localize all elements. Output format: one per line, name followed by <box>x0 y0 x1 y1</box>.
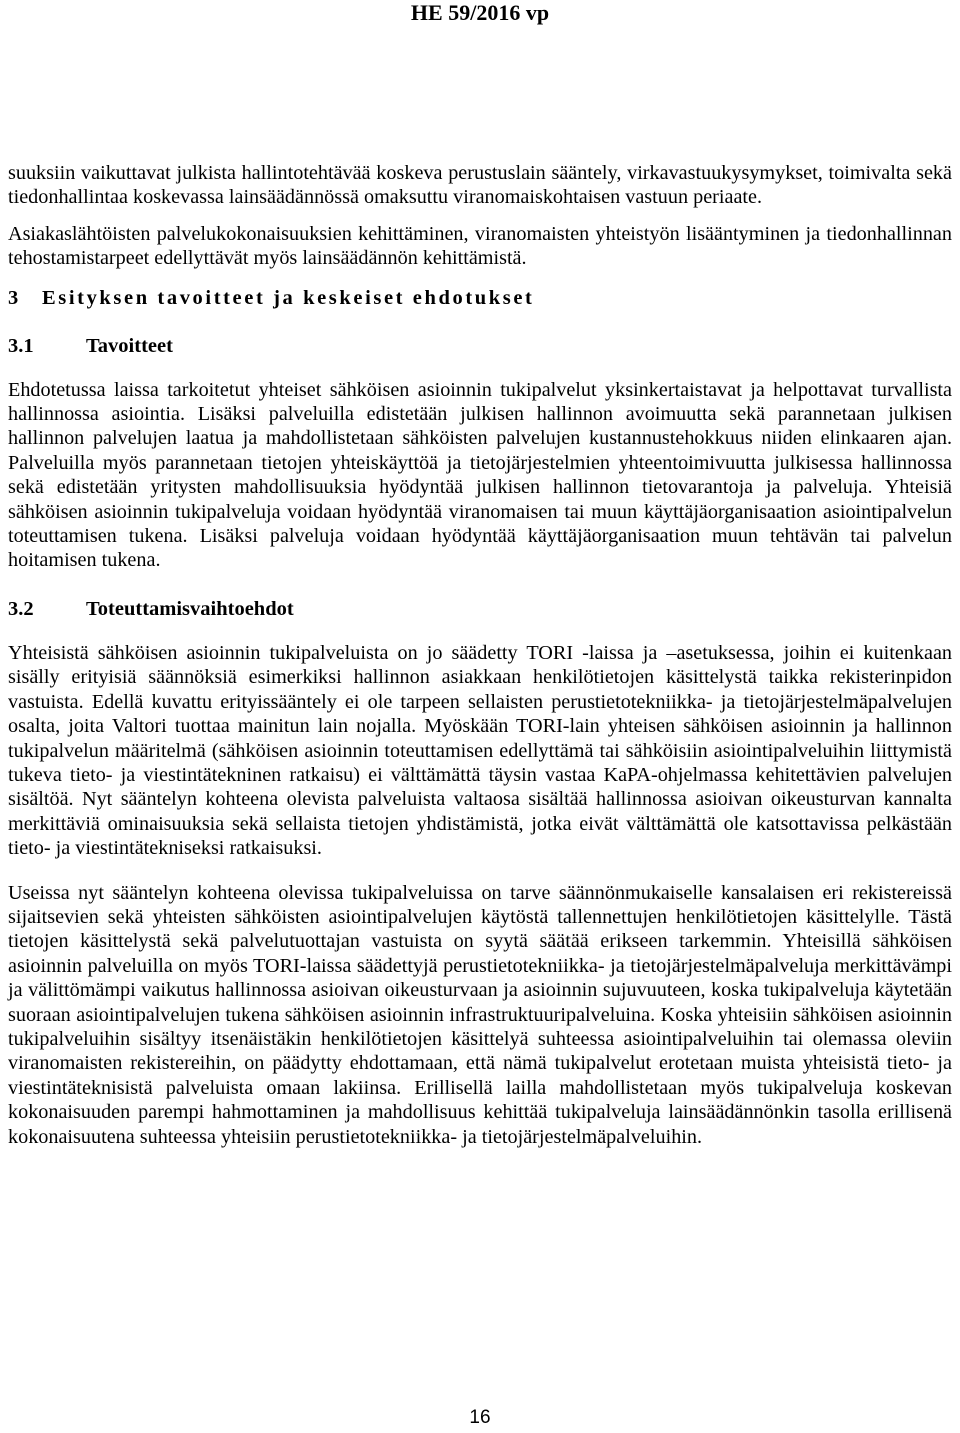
section-title: Tavoitteet <box>86 334 173 357</box>
section-number: 3.2 <box>8 597 34 620</box>
document-body <box>8 161 952 1149</box>
body-paragraph: Useissa nyt sääntelyn kohteena olevissa tukipalveluissa on tarve säännönmukaiselle kansalaisen eri rekistereissä sijaitsevien sekä yhteisten sähköisten asiointipalvelujen käytöstä tallennettujen henkilötietojen käsittelylle. Tästä tietojen käsittelystä sekä palvelutuottajan vastuista on syytä säätää erikseen tarkemmin. Yhteisillä sähköisen asioinnin palveluilla on myös TORI-laissa säädettyjä perustietotekniikka- ja tietojärjestelmäpalveluja merkittävämpi ja välittömämpi vaikutus hallinnossa asioivan oikeusturvaan ja asioinnin sujuvuuteen, koska tukipalveluja käytetään suoraan asiointipalvelujen tukena sähköisen asioinnin infrastruktuuripalveluina. Koska yhteisiin sähköisen asioinnin tukipalveluihin sisältyy itsenäistäkin henkilötietojen käsittelyä suhteessa asiointipalveluihin tai olemassa oleviin viranomaisten rekistereihin, on päädytty ehdottamaan, että nämä tukipalvelut erotetaan muista yhteisistä tieto- ja viestintäteknisistä palveluista omaan lakiinsa. Erillisellä lailla mahdollistetaan myös tukipalveluja koskevan kokonaisuuden parempi hahmottaminen ja mahdollisuus kehittää tukipalveluja lainsäädännönkin tasolla erillisenä kokonaisuutena suhteessa yhteisiin perustietotekniikka- ja tietojärjestelmäpalveluihin. <box>8 881 952 1148</box>
body-paragraph: Yhteisistä sähköisen asioinnin tukipalveluista on jo säädetty TORI -laissa ja –asetuksessa, joihin ei kuitenkaan sisälly erityisiä säännöksiä esimerkiksi hallinnon asiakkaan henkilötietojen käsittelystä taikka rekisterinpidon vastuista. Edellä kuvattu erityissääntely ei ole tarpeen sellaisten perustietotekniikka- ja tietojärjestelmäpalvelujen osalta, joita Valtori tuottaa mainitun lain nojalla. Myöskään TORI-lain yhteisen sähköisen asioinnin ja hallinnon tukipalvelun määritelmä (sähköisen asioinnin toteuttamisen edellyttämä tai sähköisiin asiointipalveluihin liittymistä tukeva tieto- ja viestintätekninen ratkaisu) ei välttämättä täysin vastaa KaPA-ohjelmassa kehitettävien palvelujen sisältöä. Nyt sääntelyn kohteena olevista palveluista valtaosa sisältää hallinnossa asioivan oikeusturvan kannalta merkittäviä ominaisuuksia sekä sellaista tietojen yhdistämistä, jotka eivät välttämättä ole katsottavissa pelkästään tieto- ja viestintätekniseksi ratkaisuksi. <box>8 641 952 860</box>
body-paragraph: suuksiin vaikuttavat julkista hallintotehtävää koskeva perustuslain sääntely, virkavastuukysymykset, toimivalta sekä tiedonhallintaa koskevassa lainsäädännössä omaksuttu viranomaiskohtaisen vastuun periaate. <box>8 162 952 209</box>
body-paragraph: Asiakaslähtöisten palvelukokonaisuuksien kehittäminen, viranomaisten yhteistyön lisääntyminen ja tiedonhallinnan tehostamistarpeet edellyttävät myös lainsäädännön kehittämistä. <box>8 222 952 270</box>
section-heading <box>8 334 952 358</box>
body-paragraph: Ehdotetussa laissa tarkoitetut yhteiset sähköisen asioinnin tukipalvelut yksinkertaistavat ja helpottavat turvallista hallinnossa asiointia. Lisäksi palveluilla edistetään julkisen hallinnon avoimuutta sekä parannetaan julkisen hallinnon palvelujen laatua ja mahdollistetaan sähköisten palvelujen kustannustehokkuus niiden elinkaaren ajan. Palveluilla myös parannetaan tietojen yhteiskäyttöä ja tietojärjestelmien yhteentoimivuutta julkisessa hallinnossa sekä edistetään yritysten mahdollisuuksia hyödyntää julkisen hallinnon tietovarantoja ja palveluja. Yhteisiä sähköisen asioinnin tukipalveluja voidaan hyödyntää viranomaisen tai muun käyttäjäorganisaation asiointipalvelun toteuttamisen tukena. Lisäksi palveluja voidaan hyödyntää käyttäjäorganisaation muun tehtävän tai palvelun hoitamisen tukena. <box>8 378 952 572</box>
page-number: 16 <box>469 1407 491 1428</box>
chapter-title: Esityksen tavoitteet ja keskeiset ehdotukset <box>42 286 535 309</box>
chapter-number: 3 <box>8 286 19 309</box>
section-heading <box>8 597 952 621</box>
chapter-heading <box>8 286 952 310</box>
document-header: HE 59/2016 vp <box>410 0 550 25</box>
section-number: 3.1 <box>8 334 34 357</box>
section-title: Toteuttamisvaihtoehdot <box>86 597 294 620</box>
document-page <box>8 0 952 1433</box>
